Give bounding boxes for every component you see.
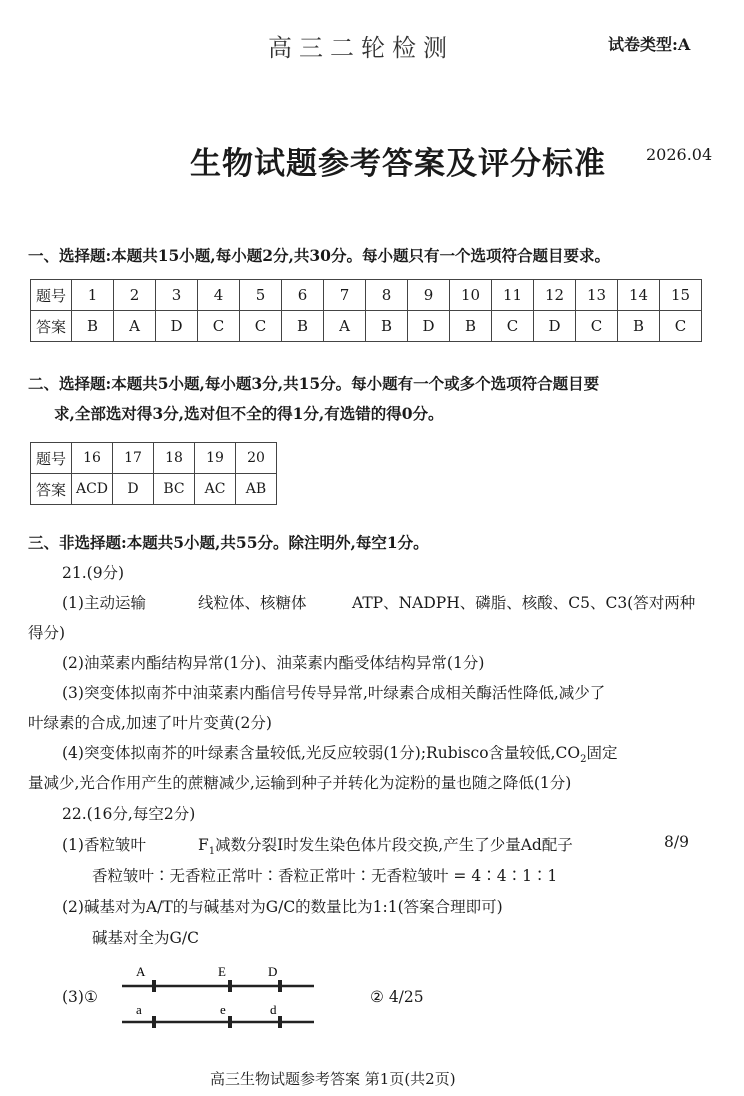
document-date: 2026.04 — [646, 145, 713, 164]
gene-label-e: e — [220, 1002, 226, 1017]
answer-cell: C — [576, 311, 618, 342]
question-number: 13 — [576, 280, 618, 311]
row-label: 答案 — [31, 474, 72, 505]
table-row — [31, 311, 702, 342]
section2-heading-line1: 二、选择题:本题共5小题,每小题3分,共15分。每小题有一个或多个选项符合题目要 — [28, 374, 600, 393]
q22-part1-answer-c: 8/9 — [664, 833, 689, 851]
gene-locus-marker — [278, 1016, 282, 1028]
question-number: 17 — [113, 443, 154, 474]
row-label: 答案 — [31, 311, 72, 342]
q21-part4-text-a: (4)突变体拟南芥的叶绿素含量较低,光反应较弱(1分);Rubisco含量较低,CO — [62, 744, 581, 762]
q21-part1-answer-b: 线粒体、核糖体 — [198, 594, 307, 612]
question-number: 16 — [72, 443, 113, 474]
q22-title: 22.(16分,每空2分) — [62, 805, 196, 823]
row-label: 题号 — [31, 280, 72, 311]
answer-cell: AB — [236, 474, 277, 505]
question-number: 19 — [195, 443, 236, 474]
page-footer: 高三生物试题参考答案 第1页(共2页) — [210, 1070, 456, 1088]
gene-label-E: E — [218, 964, 226, 979]
section3-heading: 三、非选择题:本题共5小题,共55分。除注明外,每空1分。 — [28, 533, 429, 552]
school-title: 高三二轮检测 — [268, 34, 454, 62]
question-number: 2 — [114, 280, 156, 311]
table-row — [31, 280, 702, 311]
q22-part3-answer2: ② 4/25 — [370, 988, 424, 1006]
section2-heading-line2: 求,全部选对得3分,选对但不全的得1分,有选错的得0分。 — [54, 404, 444, 423]
paper-type-label: 试卷类型:A — [608, 35, 691, 54]
section2-answer-table — [30, 442, 277, 505]
question-number: 4 — [198, 280, 240, 311]
q22-part1-ratio: 香粒皱叶∶无香粒正常叶∶香粒正常叶∶无香粒皱叶 = 4∶4∶1∶1 — [92, 867, 558, 885]
question-number: 7 — [324, 280, 366, 311]
q21-part4-text-b: 固定 — [586, 744, 618, 762]
question-number: 12 — [534, 280, 576, 311]
table-row — [31, 474, 277, 505]
answer-cell: AC — [195, 474, 236, 505]
answer-cell: C — [198, 311, 240, 342]
q22-part3-label: (3)① — [62, 988, 98, 1006]
gene-locus-marker — [278, 980, 282, 992]
answer-cell: B — [450, 311, 492, 342]
question-number: 6 — [282, 280, 324, 311]
q21-part4-answer-line1 — [62, 741, 617, 765]
document-title: 生物试题参考答案及评分标准 — [190, 146, 606, 182]
question-number: 15 — [660, 280, 702, 311]
answer-cell: A — [324, 311, 366, 342]
q21-part1-answer-d: 得分) — [28, 624, 66, 642]
answer-cell: BC — [154, 474, 195, 505]
q21-part3-answer-line2: 叶绿素的合成,加速了叶片变黄(2分) — [28, 714, 272, 732]
q21-part2-answer: (2)油菜素内酯结构异常(1分)、油菜素内酯受体结构异常(1分) — [62, 654, 485, 672]
q22-part2-answer-a: (2)碱基对为A/T的与碱基对为G/C的数量比为1:1(答案合理即可) — [62, 898, 503, 916]
gene-label-a: a — [136, 1002, 142, 1017]
q21-part3-answer-line1: (3)突变体拟南芥中油菜素内酯信号传导异常,叶绿素合成相关酶活性降低,减少了 — [62, 684, 606, 702]
question-number: 14 — [618, 280, 660, 311]
co2-subscript: 2 — [580, 754, 587, 766]
question-number: 10 — [450, 280, 492, 311]
answer-cell: B — [282, 311, 324, 342]
gene-locus-marker — [152, 980, 156, 992]
answer-cell: C — [492, 311, 534, 342]
question-number: 18 — [154, 443, 195, 474]
answer-cell: B — [72, 311, 114, 342]
section1-heading: 一、选择题:本题共15小题,每小题2分,共30分。每小题只有一个选项符合题目要求。 — [28, 246, 610, 265]
chromosome-diagram — [118, 962, 318, 1036]
section1-answer-table — [30, 279, 702, 342]
gene-label-d: d — [270, 1002, 277, 1017]
answer-cell: C — [240, 311, 282, 342]
row-label: 题号 — [31, 443, 72, 474]
question-number: 20 — [236, 443, 277, 474]
answer-cell: C — [660, 311, 702, 342]
answer-cell: D — [534, 311, 576, 342]
question-number: 9 — [408, 280, 450, 311]
gene-locus-marker — [152, 1016, 156, 1028]
q22-part1-answer-a: (1)香粒皱叶 — [62, 836, 146, 854]
q22-part1-answer-b — [198, 833, 573, 857]
question-number: 5 — [240, 280, 282, 311]
answer-cell: B — [618, 311, 660, 342]
gene-locus-marker — [228, 980, 232, 992]
answer-cell: A — [114, 311, 156, 342]
gene-locus-marker — [228, 1016, 232, 1028]
q21-part1-answer-a: (1)主动运输 — [62, 594, 146, 612]
gene-label-A: A — [136, 964, 146, 979]
gene-label-D: D — [268, 964, 278, 979]
question-number: 3 — [156, 280, 198, 311]
answer-cell: B — [366, 311, 408, 342]
question-number: 1 — [72, 280, 114, 311]
answer-cell: D — [156, 311, 198, 342]
q21-part1-answer-c: ATP、NADPH、磷脂、核酸、C5、C3(答对两种 — [352, 594, 696, 612]
f1-subscript: 1 — [208, 846, 216, 858]
answer-cell: ACD — [72, 474, 113, 505]
question-number: 8 — [366, 280, 408, 311]
f1-text: F — [198, 836, 209, 854]
q21-title: 21.(9分) — [62, 564, 125, 582]
answer-cell: D — [408, 311, 450, 342]
q22-part1-explanation: 减数分裂Ⅰ时发生染色体片段交换,产生了少量Ad配子 — [215, 836, 573, 854]
q21-part4-answer-line2: 量减少,光合作用产生的蔗糖减少,运输到种子并转化为淀粉的量也随之降低(1分) — [28, 774, 572, 792]
table-row — [31, 443, 277, 474]
q22-part2-answer-b: 碱基对全为G/C — [92, 929, 199, 947]
answer-cell: D — [113, 474, 154, 505]
question-number: 11 — [492, 280, 534, 311]
